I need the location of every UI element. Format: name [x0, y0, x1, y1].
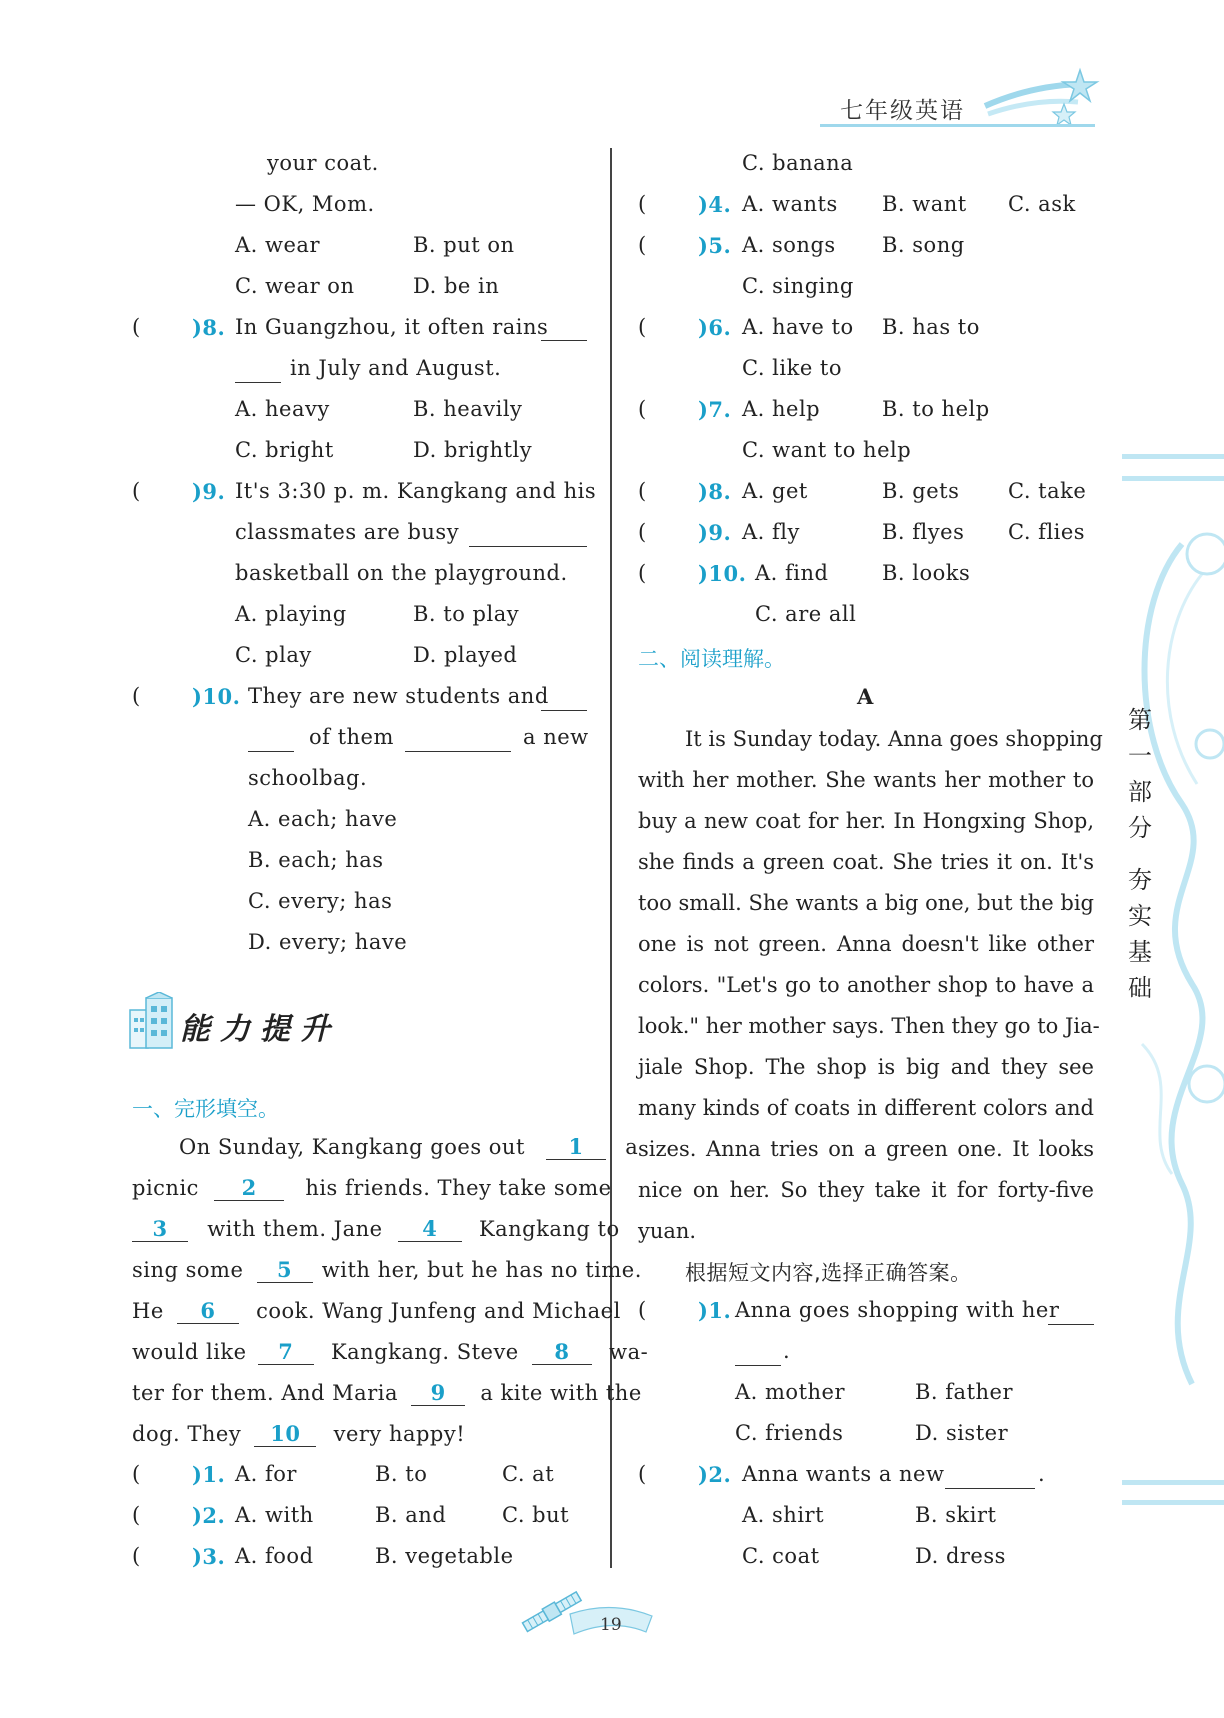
q8-text: In Guangzhou, it often rains	[235, 315, 549, 339]
q8-option-c: C. bright	[235, 438, 334, 462]
cloze-q3-option-b: B. vegetable	[375, 1544, 514, 1568]
q5-paren: (	[638, 233, 647, 257]
q9-number: )9.	[192, 479, 226, 504]
cloze-blank-9[interactable]: 9	[411, 1380, 465, 1406]
q7-number: )7.	[698, 397, 732, 422]
rq9-paren: (	[638, 520, 647, 544]
q4-option-a: A. wants	[742, 192, 838, 216]
cloze-text: Kangkang. Steve	[330, 1340, 519, 1364]
rq10-option-a: A. find	[755, 561, 829, 585]
q6-paren: (	[638, 315, 647, 339]
rq10-option-c: C. are all	[755, 602, 857, 626]
q9-option-c: C. play	[235, 643, 312, 667]
q5-option-b: B. song	[882, 233, 965, 257]
q4-option-c: C. ask	[1008, 192, 1076, 216]
q7-option-b: B. put on	[413, 233, 515, 257]
q4-number: )4.	[698, 192, 732, 217]
q5-option-a: A. songs	[742, 233, 836, 257]
q7-option-c: C. want to help	[742, 438, 912, 462]
passage-line: she finds a green coat. She tries it on. It's	[638, 850, 1094, 874]
side-char: 基	[1128, 938, 1152, 966]
rq10-option-b: B. looks	[882, 561, 971, 585]
passage-label: A	[857, 684, 874, 709]
cloze-text: with them. Jane	[207, 1217, 383, 1241]
cloze-blank-5[interactable]: 5	[257, 1257, 313, 1283]
cloze-text: Kangkang to	[478, 1217, 620, 1241]
cloze-line-1	[179, 1134, 638, 1160]
cloze-blank-6[interactable]: 6	[177, 1298, 239, 1324]
rq10-number: )10.	[698, 561, 747, 586]
cloze-line-3	[132, 1216, 620, 1242]
cloze-text: with her, but he has no time.	[321, 1258, 642, 1282]
q10-option-c: C. every; has	[248, 889, 393, 913]
q6-option-b: B. has to	[882, 315, 980, 339]
rq1-period: .	[783, 1339, 791, 1363]
cloze-blank-8[interactable]: 8	[532, 1339, 592, 1365]
q8-number: )8.	[192, 315, 226, 340]
cloze-text: wa-	[609, 1340, 649, 1364]
cloze-q2-option-a: A. with	[235, 1503, 314, 1527]
passage-line: jiale Shop. The shop is big and they see	[638, 1055, 1094, 1079]
passage-line: nice on her. So they take it for forty-five	[638, 1178, 1094, 1202]
side-top-rule	[1122, 454, 1224, 459]
side-char: 第	[1128, 706, 1152, 734]
cloze-q2-option-b: B. and	[375, 1503, 447, 1527]
cloze-blank-4[interactable]: 4	[398, 1216, 462, 1242]
cloze-blank-3[interactable]: 3	[132, 1216, 188, 1242]
rq1-text: Anna goes shopping with her	[735, 1298, 1060, 1322]
cloze-text: He	[132, 1299, 164, 1323]
cloze-q2-number: )2.	[192, 1503, 226, 1528]
q3-option-c: C. banana	[742, 151, 854, 175]
cloze-line-5	[132, 1298, 621, 1324]
cloze-text: a	[625, 1135, 639, 1159]
q8-option-b: B. heavily	[413, 397, 523, 421]
rq2-option-b: B. skirt	[915, 1503, 997, 1527]
rq9-option-b: B. flyes	[882, 520, 965, 544]
cloze-q3-paren: (	[132, 1544, 141, 1568]
q6-option-a: A. have to	[742, 315, 854, 339]
cloze-q2-paren: (	[132, 1503, 141, 1527]
rq9-option-c: C. flies	[1008, 520, 1086, 544]
reading-section-title: 二、阅读理解。	[638, 647, 785, 671]
side-char: 础	[1128, 974, 1152, 1002]
cloze-line-7	[132, 1380, 642, 1406]
rq8-paren: (	[638, 479, 647, 503]
rq8-number: )8.	[698, 479, 732, 504]
q7-paren: (	[638, 397, 647, 421]
passage-line: buy a new coat for her. In Hongxing Shop,	[638, 809, 1094, 833]
q10-text: They are new students and	[248, 684, 549, 708]
satellite-icon	[512, 1582, 662, 1662]
q7-option-d: D. be in	[413, 274, 500, 298]
cloze-text: On Sunday, Kangkang goes out	[179, 1135, 525, 1159]
q9-text: It's 3:30 p. m. Kangkang and his	[235, 479, 597, 503]
q6-number: )6.	[698, 315, 732, 340]
side-top-rule-2	[1122, 476, 1224, 481]
q10-option-a: A. each; have	[248, 807, 398, 831]
rq1-paren: (	[638, 1298, 647, 1322]
rq1-option-a: A. mother	[735, 1380, 846, 1404]
passage-line: too small. She wants a big one, but the big	[638, 891, 1094, 915]
cloze-q3-number: )3.	[192, 1544, 226, 1569]
q7-tail-line1: your coat.	[267, 151, 379, 175]
reading-instruction: 根据短文内容,选择正确答案。	[685, 1261, 972, 1285]
q10-paren: (	[132, 684, 141, 708]
passage-line: colors. "Let's go to another shop to have a	[638, 973, 1094, 997]
passage-line: many kinds of coats in different colors and	[638, 1096, 1094, 1120]
q4-paren: (	[638, 192, 647, 216]
passage-line: sizes. Anna tries on a green one. It looks	[638, 1137, 1094, 1161]
cloze-text: cook. Wang Junfeng and Michael	[256, 1299, 621, 1323]
q9-option-b: B. to play	[413, 602, 520, 626]
side-bottom-rule	[1122, 1480, 1224, 1485]
side-char: 部	[1128, 778, 1152, 806]
section-banner: 能力提升	[180, 1012, 340, 1047]
cloze-line-4	[132, 1257, 642, 1283]
rq9-number: )9.	[698, 520, 732, 545]
cloze-blank-1[interactable]: 1	[546, 1134, 606, 1160]
rq2-text: Anna wants a new	[742, 1462, 945, 1486]
q8-blank-2[interactable]	[235, 362, 281, 383]
q9-paren: (	[132, 479, 141, 503]
side-tab	[1122, 454, 1224, 1554]
rq9-option-a: A. fly	[742, 520, 800, 544]
q8-text-2: in July and August.	[290, 356, 502, 380]
q9-text-3: basketball on the playground.	[235, 561, 568, 585]
q4-option-b: B. want	[882, 192, 967, 216]
q9-option-d: D. played	[413, 643, 518, 667]
reading-passage	[638, 719, 1103, 1252]
q9-blank[interactable]	[469, 526, 587, 547]
q7-tail-line2: — OK, Mom.	[235, 192, 375, 216]
cloze-q2-option-c: C. but	[502, 1503, 570, 1527]
rq1-option-b: B. father	[915, 1380, 1014, 1404]
side-bottom-rule-2	[1122, 1500, 1224, 1505]
rq1-number: )1.	[698, 1298, 732, 1323]
rq8-option-b: B. gets	[882, 479, 960, 503]
q7-option-a: A. wear	[235, 233, 320, 257]
header-rule	[820, 124, 1095, 127]
rq2-option-a: A. shirt	[742, 1503, 825, 1527]
rq2-paren: (	[638, 1462, 647, 1486]
q8-option-a: A. heavy	[235, 397, 330, 421]
q8-paren: (	[132, 315, 141, 339]
cloze-blank-2[interactable]: 2	[214, 1175, 284, 1201]
side-label	[1128, 700, 1158, 1004]
side-char: 一	[1128, 742, 1152, 770]
q10-text-2b: a new	[523, 725, 589, 749]
page-number: 19	[600, 1615, 622, 1635]
cloze-section-title: 一、完形填空。	[132, 1097, 279, 1121]
q10-text-3: schoolbag.	[248, 766, 368, 790]
cloze-q1-option-c: C. at	[502, 1462, 555, 1486]
header-title: 七年级英语	[840, 98, 965, 124]
rq1-blank-2[interactable]	[735, 1345, 781, 1366]
q10-option-d: D. every; have	[248, 930, 408, 954]
passage-line: with her mother. She wants her mother to	[638, 768, 1094, 792]
side-char: 分	[1128, 814, 1152, 842]
cloze-line-6	[132, 1339, 648, 1365]
passage-line: look." her mother says. Then they go to Jia-	[638, 1014, 1100, 1038]
cloze-q3-option-a: A. food	[235, 1544, 314, 1568]
cloze-text: picnic	[132, 1176, 199, 1200]
cloze-q1-option-a: A. for	[235, 1462, 297, 1486]
building-icon	[128, 992, 176, 1050]
rq1-option-c: C. friends	[735, 1421, 844, 1445]
cloze-text: very happy!	[333, 1422, 466, 1446]
q10-option-b: B. each; has	[248, 848, 384, 872]
q10-blank-1[interactable]	[541, 690, 587, 711]
cloze-line-8	[132, 1421, 465, 1447]
q7-option-c: C. wear on	[235, 274, 355, 298]
rq1-blank-1[interactable]	[1048, 1304, 1094, 1325]
q10-blank-2[interactable]	[248, 731, 294, 752]
rq2-number: )2.	[698, 1462, 732, 1487]
q9-option-a: A. playing	[235, 602, 347, 626]
cloze-text: dog. They	[132, 1422, 242, 1446]
rq8-option-c: C. take	[1008, 479, 1087, 503]
rq2-blank[interactable]	[945, 1468, 1035, 1489]
cloze-blank-10[interactable]: 10	[254, 1421, 316, 1447]
cloze-text: his friends. They take some	[305, 1176, 612, 1200]
q7-option-b: B. to help	[882, 397, 990, 421]
q8-blank-1[interactable]	[541, 320, 587, 341]
rq1-option-d: D. sister	[915, 1421, 1009, 1445]
q10-blank-3[interactable]	[405, 731, 511, 752]
passage-line: yuan.	[638, 1219, 697, 1243]
rq10-paren: (	[638, 561, 647, 585]
cloze-blank-7[interactable]: 7	[258, 1339, 314, 1365]
q10-number: )10.	[192, 684, 241, 709]
q8-option-d: D. brightly	[413, 438, 533, 462]
q7-option-a: A. help	[742, 397, 821, 421]
cloze-text: a kite with the	[480, 1381, 642, 1405]
cloze-line-2	[132, 1175, 612, 1201]
side-char: 实	[1128, 902, 1152, 930]
rq8-option-a: A. get	[742, 479, 808, 503]
rq2-option-d: D. dress	[915, 1544, 1006, 1568]
cloze-q1-paren: (	[132, 1462, 141, 1486]
q6-option-c: C. like to	[742, 356, 843, 380]
cloze-text: ter for them. And Maria	[132, 1381, 398, 1405]
q9-text-2: classmates are busy	[235, 520, 460, 544]
rq2-option-c: C. coat	[742, 1544, 820, 1568]
cloze-text: would like	[132, 1340, 247, 1364]
cloze-q1-option-b: B. to	[375, 1462, 428, 1486]
q5-option-c: C. singing	[742, 274, 854, 298]
q10-text-2a: of them	[309, 725, 394, 749]
cloze-text: sing some	[132, 1258, 244, 1282]
passage-line: one is not green. Anna doesn't like other	[638, 932, 1094, 956]
cloze-q1-number: )1.	[192, 1462, 226, 1487]
q5-number: )5.	[698, 233, 732, 258]
side-char: 夯	[1128, 866, 1152, 894]
rq2-period: .	[1038, 1462, 1046, 1486]
passage-line: It is Sunday today. Anna goes shopping	[685, 727, 1103, 751]
